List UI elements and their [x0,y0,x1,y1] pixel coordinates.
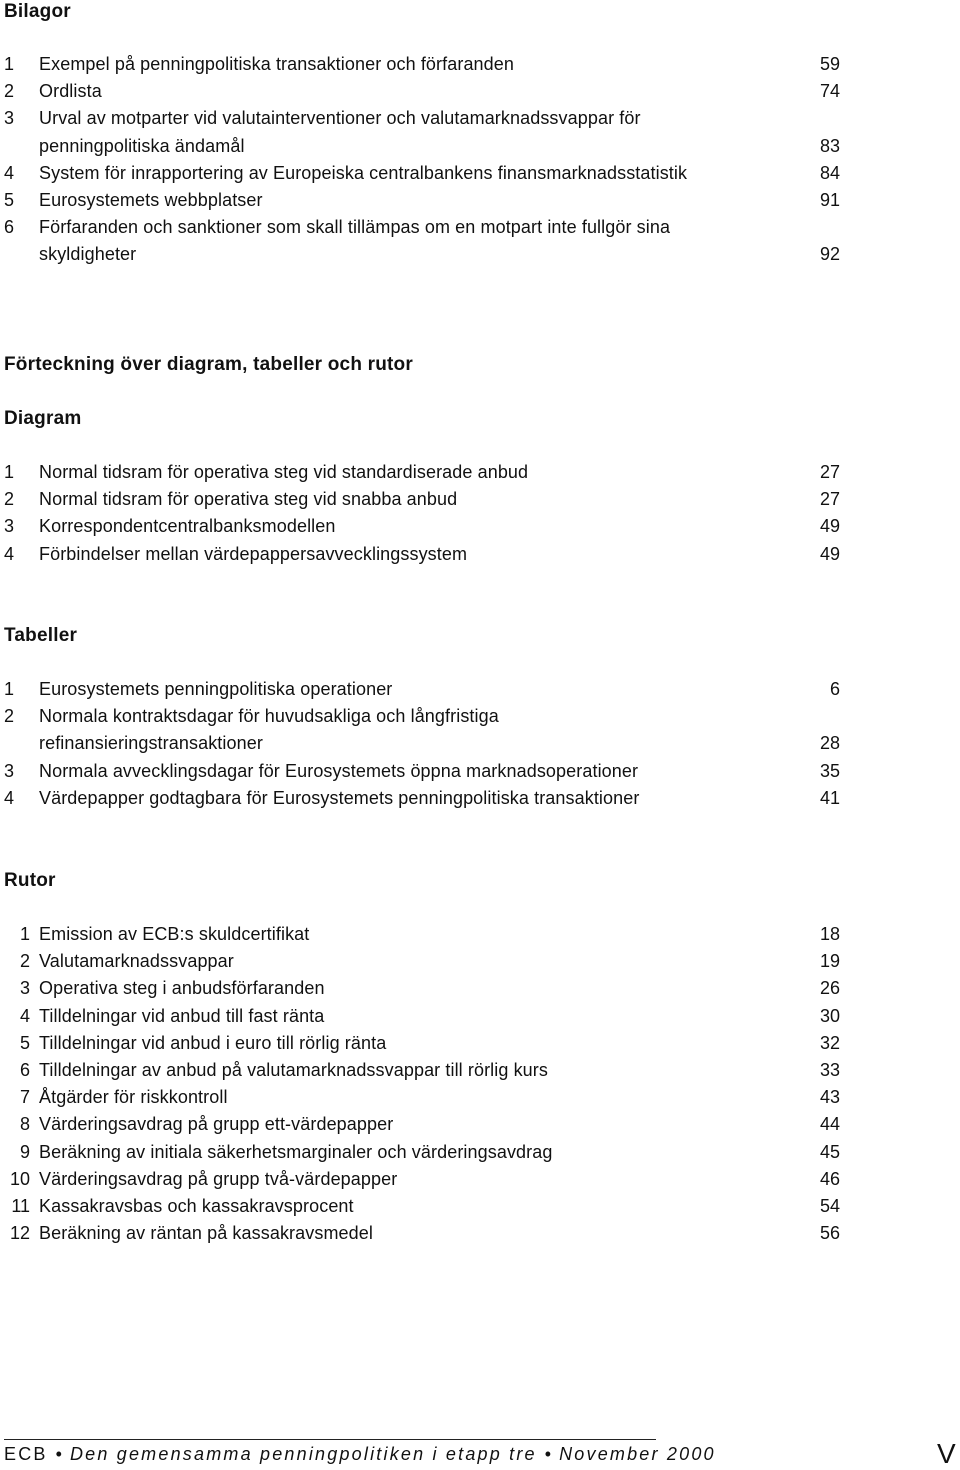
rutor-item-title: Tilldelningar av anbud på valutamarknadssvappar till rörlig kurs [39,1060,548,1080]
rutor-item-page: 46 [819,1168,840,1189]
rutor-item-number: 1 [19,924,30,944]
bilagor-item-title: skyldigheter [39,244,137,265]
rutor-item-page: 54 [819,1196,840,1216]
bilagor-item-page: 74 [819,81,840,102]
diagram-item-page: 49 [819,516,840,537]
rutor-item-title: Kassakravsbas och kassakravsprocent [39,1196,354,1216]
rutor-item-number: 8 [19,1114,30,1135]
rutor-item-page: 43 [819,1087,840,1108]
bilagor-item-title: System för inrapportering av Europeiska centralbankens finansmarknadsstatistik [39,162,688,183]
footer-ecb: ECB [4,1444,48,1464]
bilagor-item-page: 59 [819,54,840,74]
footer-bullet-2: • [544,1444,552,1464]
rutor-item-title: Värderingsavdrag på grupp två-värdepapper [39,1168,398,1189]
heading-forteckning: Förteckning över diagram, tabeller och rutor [4,354,413,375]
tabeller-item-page: 6 [829,679,840,699]
diagram-item-number: 3 [4,516,15,537]
rutor-item-number: 4 [19,1005,30,1026]
bilagor-item-number: 6 [4,217,15,238]
rutor-item-page: 56 [819,1223,840,1244]
tabeller-item-title: Normala kontraktsdagar för huvudsakliga och långfristiga [39,706,499,727]
diagram-item-title: Korrespondentcentralbanksmodellen [39,516,336,537]
tabeller-item-number: 4 [4,787,15,808]
rutor-item-page: 44 [819,1114,840,1135]
footer-text [4,1444,716,1465]
heading-tabeller: Tabeller [4,625,78,646]
rutor-item-number: 6 [19,1060,30,1080]
bilagor-item-number: 2 [4,81,15,102]
rutor-item-page: 18 [819,924,840,944]
rutor-item-number: 7 [19,1087,30,1108]
rutor-item-title: Beräkning av räntan på kassakravsmedel [39,1223,373,1244]
heading-diagram: Diagram [4,408,82,429]
page-number: V [937,1438,956,1469]
footer-bullet-1: • [55,1444,62,1464]
rutor-item-number: 3 [19,978,30,999]
diagram-item-number: 4 [4,543,15,564]
rutor-item-number: 9 [19,1141,30,1162]
bilagor-item-title: Exempel på penningpolitiska transaktioner och förfaranden [39,54,514,74]
rutor-item-title: Tilldelningar vid anbud i euro till rörlig ränta [39,1032,387,1053]
heading-rutor: Rutor [4,870,56,891]
diagram-item-page: 27 [819,462,840,482]
footer-rule [4,1439,656,1440]
bilagor-item-title: Eurosystemets webbplatser [39,190,263,210]
diagram-item-page: 49 [819,543,840,564]
bilagor-item-title: Urval av motparter vid valutainterventioner och valutamarknadssvappar för [39,108,641,129]
heading-bilagor: Bilagor [4,1,71,22]
tabeller-item-title: Värdepapper godtagbara för Eurosystemets penningpolitiska transaktioner [39,787,640,808]
rutor-item-number: 5 [19,1032,30,1053]
bilagor-item-page: 92 [819,244,840,265]
tabeller-item-title: refinansieringstransaktioner [39,733,263,754]
bilagor-item-title: Förfaranden och sanktioner som skall tillämpas om en motpart inte fullgör sina [39,217,671,238]
diagram-item-number: 2 [4,489,15,510]
bilagor-item-page: 83 [819,135,840,156]
rutor-item-page: 33 [819,1060,840,1080]
rutor-item-title: Valutamarknadssvappar [39,951,234,972]
rutor-item-page: 45 [819,1141,840,1162]
bilagor-item-title: Ordlista [39,81,102,102]
diagram-item-title: Normal tidsram för operativa steg vid standardiserade anbud [39,462,529,482]
tabeller-item-page: 35 [819,760,840,781]
tabeller-item-number: 3 [4,760,15,781]
rutor-item-page: 32 [819,1032,840,1053]
rutor-item-page: 19 [819,951,840,972]
bilagor-item-page: 91 [819,190,840,210]
rutor-item-title: Tilldelningar vid anbud till fast ränta [39,1005,325,1026]
rutor-item-number: 10 [9,1168,30,1189]
tabeller-item-page: 41 [819,787,840,808]
rutor-item-title: Beräkning av initiala säkerhetsmarginaler och värderingsavdrag [39,1141,553,1162]
diagram-item-title: Normal tidsram för operativa steg vid snabba anbud [39,489,458,510]
bilagor-item-number: 3 [4,108,15,129]
rutor-item-title: Åtgärder för riskkontroll [39,1087,228,1108]
rutor-item-title: Emission av ECB:s skuldcertifikat [39,924,310,944]
bilagor-item-number: 1 [4,54,15,74]
bilagor-item-number: 4 [4,162,15,183]
rutor-item-title: Värderingsavdrag på grupp ett-värdepapper [39,1114,394,1135]
tabeller-item-title: Eurosystemets penningpolitiska operationer [39,679,393,699]
rutor-item-number: 2 [19,951,30,972]
rutor-item-number: 11 [11,1196,30,1216]
diagram-item-title: Förbindelser mellan värdepappersavvecklingssystem [39,543,468,564]
diagram-item-number: 1 [4,462,15,482]
rutor-item-number: 12 [9,1223,30,1244]
tabeller-item-page: 28 [819,733,840,754]
footer-title: Den gemensamma penningpolitiken i etapp tre [69,1444,537,1464]
tabeller-item-number: 1 [4,679,15,699]
rutor-item-page: 26 [819,978,840,999]
bilagor-item-title: penningpolitiska ändamål [39,135,245,156]
diagram-item-page: 27 [819,489,840,510]
bilagor-item-number: 5 [4,190,15,210]
tabeller-item-number: 2 [4,706,15,727]
rutor-item-page: 30 [819,1005,840,1026]
footer-date: November 2000 [559,1444,716,1464]
tabeller-item-title: Normala avvecklingsdagar för Eurosystemets öppna marknadsoperationer [39,760,639,781]
rutor-item-title: Operativa steg i anbudsförfaranden [39,978,325,999]
bilagor-item-page: 84 [819,162,840,183]
